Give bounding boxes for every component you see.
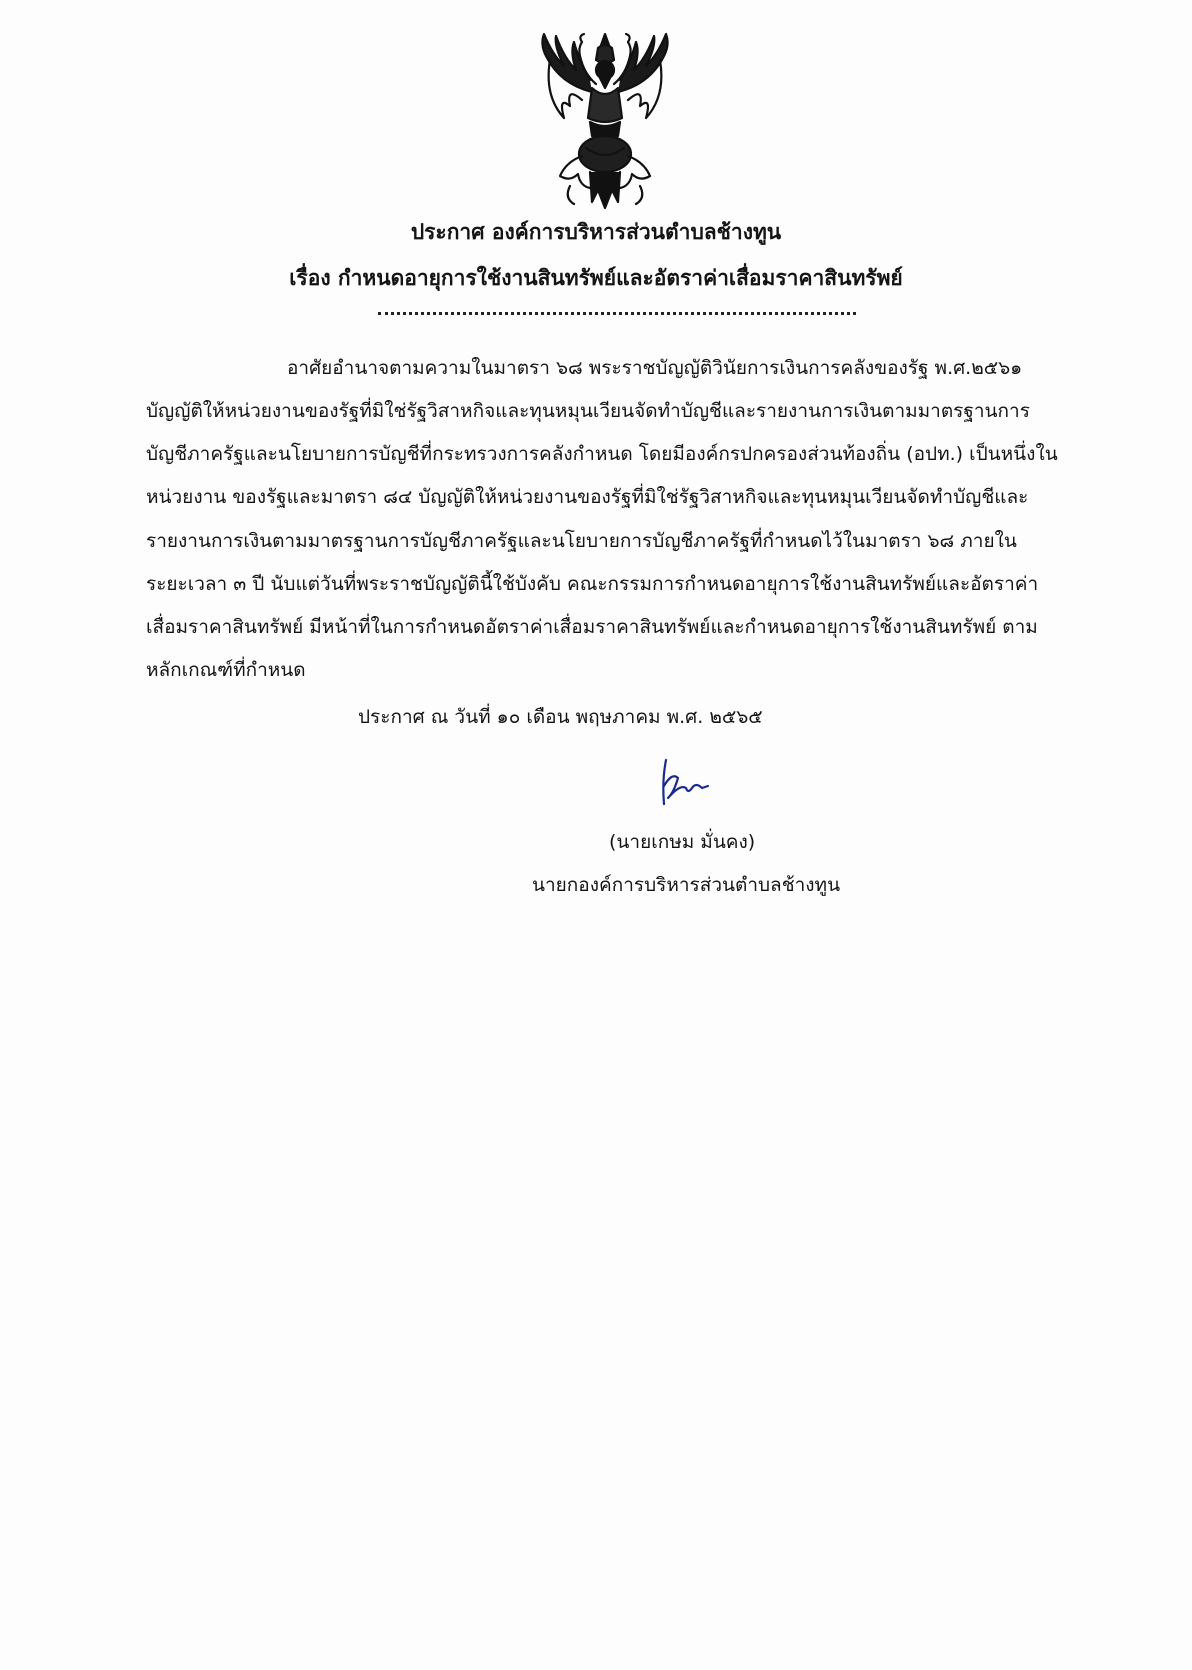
body-line: บัญชีภาครัฐและนโยบายการบัญชีที่กระทรวงการคลังกำหนด โดยมีองค์กรปกครองส่วนท้องถิ่น (อปท.) เป็นหนึ่งใน bbox=[146, 443, 1058, 465]
signatory-name: (นายเกษม มั่นคง) bbox=[609, 831, 756, 853]
body-line: อาศัยอำนาจตามความในมาตรา ๖๘ พระราชบัญญัติวินัยการเงินการคลังของรัฐ พ.ศ.๒๕๖๑ bbox=[287, 357, 1023, 379]
body-line: หลักเกณฑ์ที่กำหนด bbox=[146, 659, 306, 681]
announcement-title: ประกาศ องค์การบริหารส่วนตำบลช้างทูน bbox=[410, 220, 782, 244]
dotted-divider bbox=[378, 312, 856, 315]
body-line: รายงานการเงินตามมาตรฐานการบัญชีภาครัฐและนโยบายการบัญชีภาครัฐที่กำหนดไว้ในมาตรา ๖๘ ภายใน bbox=[146, 530, 1017, 552]
body-line: เสื่อมราคาสินทรัพย์ มีหน้าที่ในการกำหนดอัตราค่าเสื่อมราคาสินทรัพย์และกำหนดอายุการใช้งานสินทรัพย์ ตาม bbox=[146, 616, 1038, 638]
body-line: ระยะเวลา ๓ ปี นับแต่วันที่พระราชบัญญัตินี้ใช้บังคับ คณะกรรมการกำหนดอายุการใช้งานสินทรัพย์และอัตราค่า bbox=[146, 573, 1039, 595]
handwritten-signature-icon bbox=[656, 758, 710, 808]
signatory-position: นายกองค์การบริหารส่วนตำบลช้างทูน bbox=[532, 874, 841, 896]
garuda-emblem-icon bbox=[530, 26, 680, 212]
body-line: หน่วยงาน ของรัฐและมาตรา ๘๔ บัญญัติให้หน่วยงานของรัฐที่มิใช่รัฐวิสาหกิจและทุนหมุนเวียนจัดทำบัญชีและ bbox=[146, 486, 1029, 508]
body-line: บัญญัติให้หน่วยงานของรัฐที่มิใช่รัฐวิสาหกิจและทุนหมุนเวียนจัดทำบัญชีและรายงานการเงินตามมาตรฐานการ bbox=[146, 400, 1030, 422]
announcement-date: ประกาศ ณ วันที่ ๑๐ เดือน พฤษภาคม พ.ศ. ๒๕๖๕ bbox=[358, 706, 763, 728]
subject-line: เรื่อง กำหนดอายุการใช้งานสินทรัพย์และอัตราค่าเสื่อมราคาสินทรัพย์ bbox=[289, 266, 903, 290]
